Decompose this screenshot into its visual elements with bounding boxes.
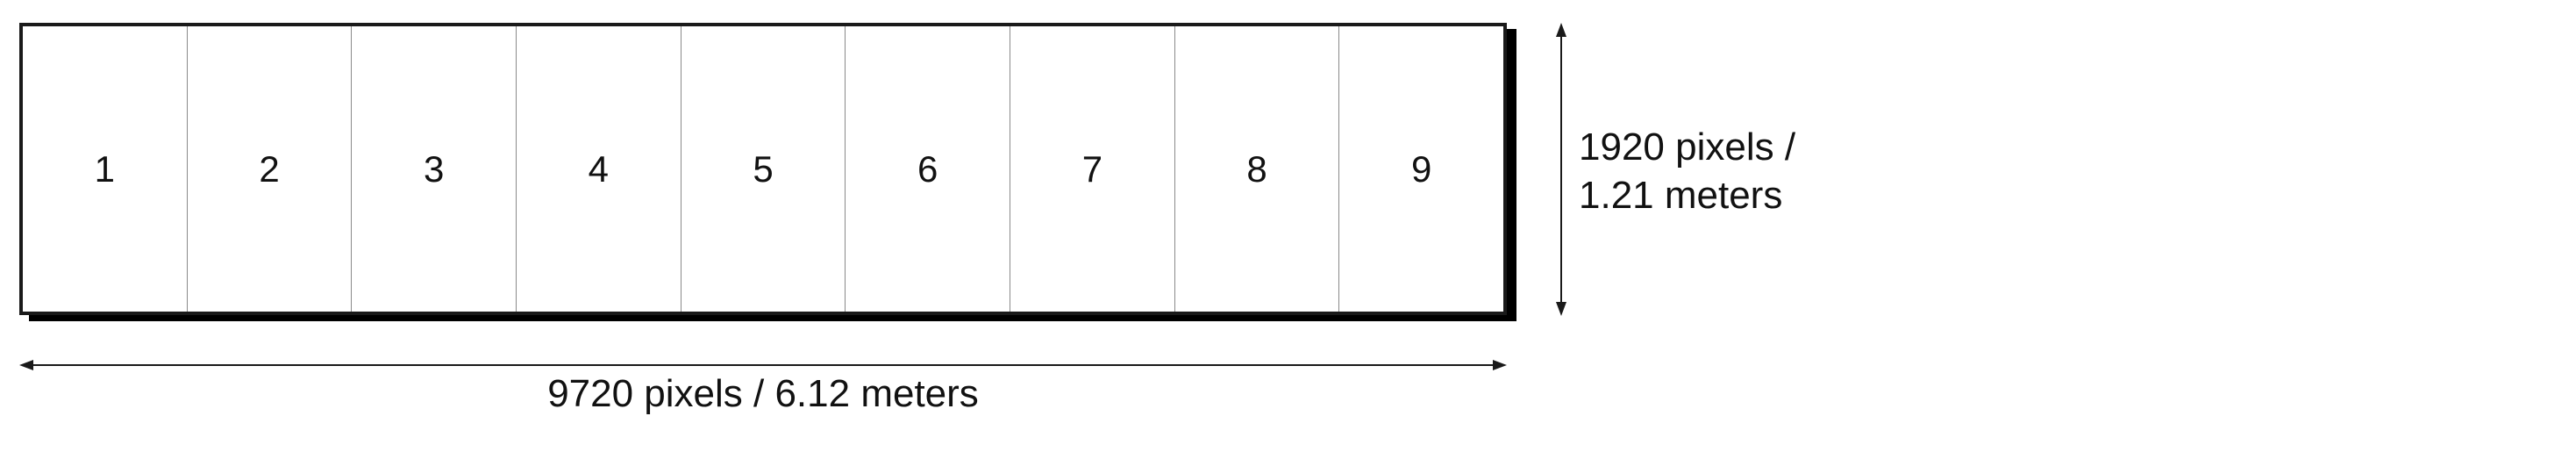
height-arrow-bottom-icon [1556,302,1566,316]
width-dimension-label: 9720 pixels / 6.12 meters [547,372,979,415]
panel-label: 1 [94,147,116,190]
width-arrow-left-icon [19,360,33,370]
panel-label: 6 [917,147,938,190]
panel-label: 3 [424,147,445,190]
panel-label: 9 [1411,147,1432,190]
height-dimension-label-line1: 1920 pixels / [1579,126,1796,169]
height-dimension-label-line2: 1.21 meters [1579,174,1783,217]
height-dimension-label [1579,123,1930,219]
width-arrow-right-icon [1493,360,1507,370]
panel-label: 4 [588,147,610,190]
panel-label: 7 [1081,147,1103,190]
height-arrow-top-icon [1556,23,1566,37]
panel-label: 2 [259,147,280,190]
panel-label: 5 [753,147,774,190]
panel-label: 8 [1246,147,1267,190]
